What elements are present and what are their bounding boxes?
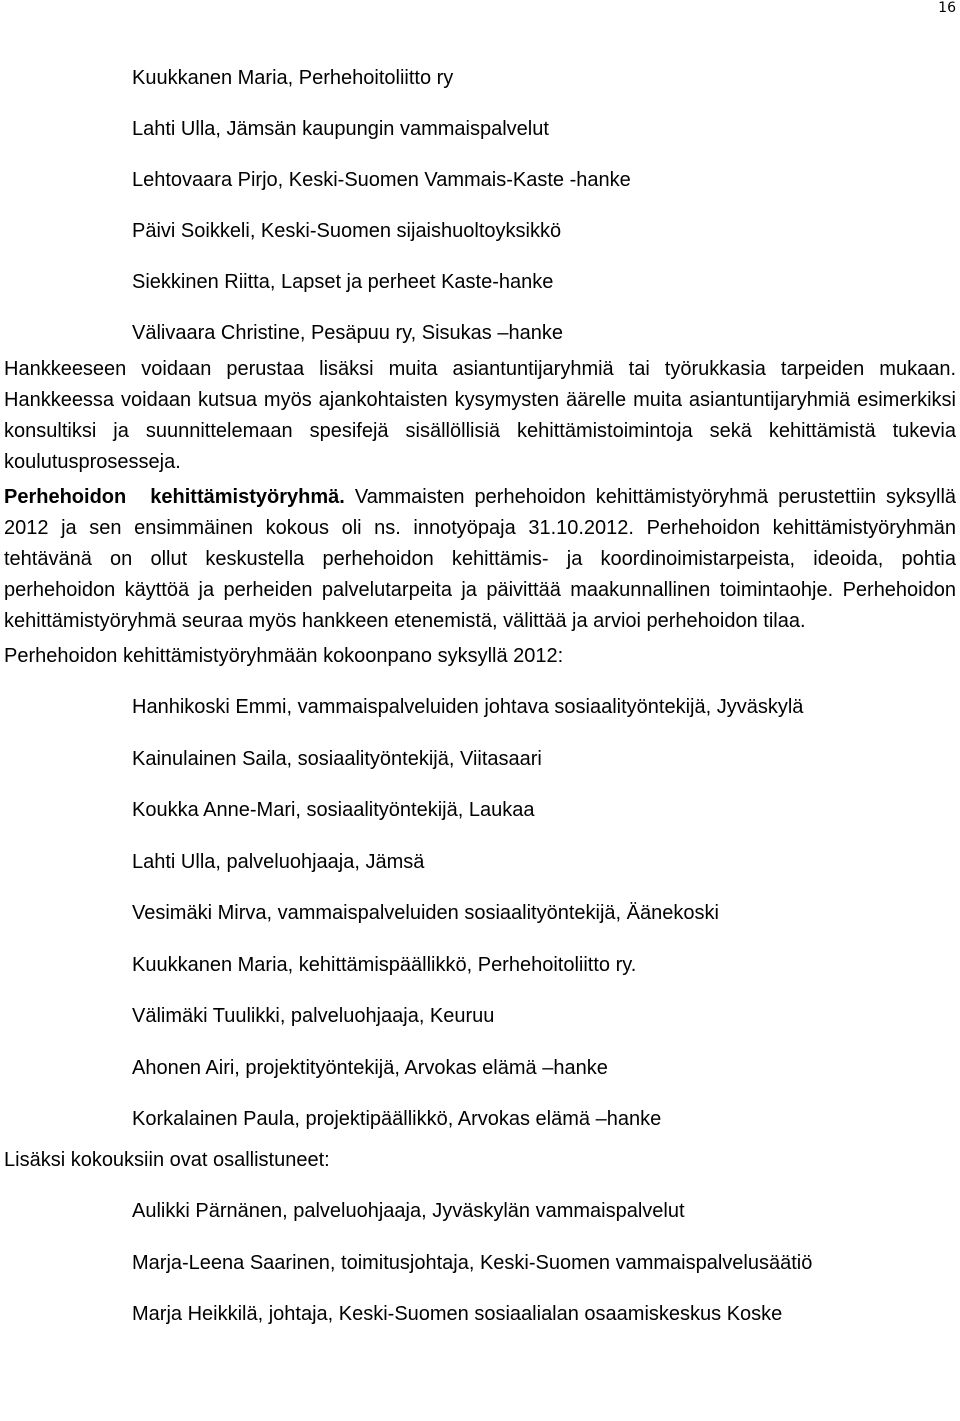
list-item: Ahonen Airi, projektityöntekijä, Arvokas elämä –hanke [132,1056,608,1079]
composition-intro: Perhehoidon kehittämistyöryhmään kokoonpano syksyllä 2012: [4,645,564,667]
list-item: Vesimäki Mirva, vammaispalveluiden sosiaalityöntekijä, Äänekoski [132,902,719,924]
list-item: Korkalainen Paula, projektipäällikkö, Arvokas elämä –hanke [132,1108,662,1130]
list-item: Päivi Soikkeli, Keski-Suomen sijaishuoltoyksikkö [132,220,562,242]
paragraph-text: Vammaisten perhehoidon kehittämistyöryhmä perustettiin syksyllä 2012 ja sen ensimmäinen kokous oli ns. innotyöpaja 31.10.2012. Perhehoidon kehittämistyöryhmän tehtävänä on ollut keskustella perhehoidon kehittämis- ja koordinoimistarpeista, ideoida, pohtia perhehoidon käyttöä ja perheiden palvelutarpeita ja päivittää maakunnallinen toimintaohje. Perhehoidon kehittämistyöryhmä seuraa myös hankkeen etenemistä, välittää ja arvioi perhehoidon tilaa. [4,486,957,632]
list-item: Kainulainen Saila, sosiaalityöntekijä, Viitasaari [132,747,542,770]
list-item: Marja-Leena Saarinen, toimitusjohtaja, Keski-Suomen vammaispalvelusäätiö [132,1251,813,1274]
list-item: Koukka Anne-Mari, sosiaalityöntekijä, Laukaa [132,799,535,821]
list-item: Kuukkanen Maria, Perhehoitoliitto ry [132,67,454,89]
page-number: 16 [938,0,956,16]
list-item: Aulikki Pärnänen, palveluohjaaja, Jyväskylän vammaispalvelut [132,1200,685,1222]
extra-participants-list [4,1196,956,1330]
document-body [4,63,956,1330]
list-item: Välimäki Tuulikki, palveluohjaaja, Keuruu [132,1005,495,1027]
extra-participants-intro: Lisäksi kokouksiin ovat osallistuneet: [4,1149,330,1171]
list-item: Lahti Ulla, palveluohjaaja, Jämsä [132,850,425,873]
list-item: Hanhikoski Emmi, vammaispalveluiden johtava sosiaalityöntekijä, Jyväskylä [132,696,804,718]
list-item: Marja Heikkilä, johtaja, Keski-Suomen sosiaalialan osaamiskeskus Koske [132,1303,783,1325]
composition-list [4,692,956,1135]
paragraph-expert-groups: Hankkeeseen voidaan perustaa lisäksi muita asiantuntijaryhmiä tai työrukkasia tarpeiden mukaan. Hankkeessa voidaan kutsua myös ajankohtaisten kysymysten äärelle muita asiantuntijaryhmiä esimerkiksi konsultiksi ja suunnittelemaan spesifejä sisällöllisiä kehittämistoimintoja sekä kehittämistä tukevia koulutusprosesseja. [4,358,956,473]
list-item: Lehtovaara Pirjo, Keski-Suomen Vammais-Kaste -hanke [132,169,631,191]
list-item: Siekkinen Riitta, Lapset ja perheet Kaste-hanke [132,271,554,293]
list-item: Lahti Ulla, Jämsän kaupungin vammaispalvelut [132,118,549,140]
list-item: Välivaara Christine, Pesäpuu ry, Sisukas –hanke [132,322,563,344]
paragraph-development-group [4,482,956,637]
list-item: Kuukkanen Maria, kehittämispäällikkö, Perhehoitoliitto ry. [132,953,637,976]
member-list [4,63,956,349]
section-heading: Perhehoidon kehittämistyöryhmä. [4,486,345,508]
